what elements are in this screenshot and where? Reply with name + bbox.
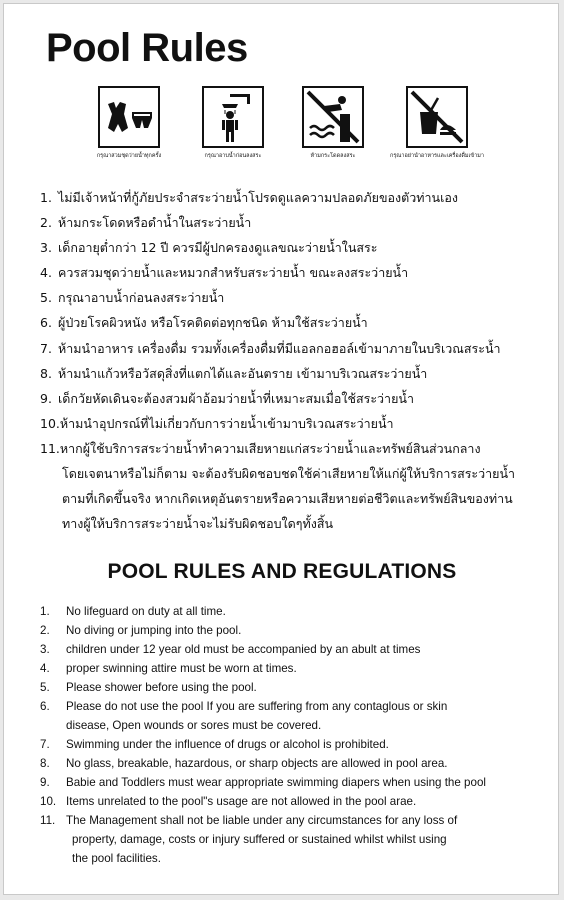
list-item: 10. Items unrelated to the pool"s usage are not allowed in the pool arae. (40, 795, 417, 808)
thai-rules-list (40, 185, 540, 536)
pictogram-swimwear (74, 86, 184, 160)
list-item: 4. proper swinning attire must be worn at times. (40, 662, 297, 675)
list-item: 2. ห้ามกระโดดหรือดำน้ำในสระว่ายน้ำ (40, 215, 252, 231)
list-item-continuation: ตามที่เกิดขึ้นจริง หากเกิดเหตุอันตรายหรือความเสียหายต่อชีวิตและทรัพย์สินของท่าน (62, 491, 513, 507)
list-item: 4. ควรสวมชุดว่ายน้ำและหมวกสำหรับสระว่ายน้ำ ขณะลงสระว่ายน้ำ (40, 265, 409, 281)
list-item-continuation: the pool facilities. (72, 852, 161, 865)
list-item: 1. No lifeguard on duty at all time. (40, 605, 226, 618)
shower-icon (204, 88, 262, 146)
list-item-continuation: ทางผู้ให้บริการสระว่ายน้ำจะไม่รับผิดชอบใดๆทั้งสิ้น (62, 516, 333, 532)
list-item: 5. Please shower before using the pool. (40, 681, 257, 694)
list-item: 9. เด็กวัยหัดเดินจะต้องสวมผ้าอ้อมว่ายน้ำที่เหมาะสมเมื่อใช้สระว่ายน้ำ (40, 390, 414, 406)
pictogram-caption: กรุณาสวมชุดว่ายน้ำทุกครั้ง (96, 153, 162, 159)
list-item: 1. ไม่มีเจ้าหน้าที่กู้ภัยประจำสระว่ายน้ำโปรดดูแลความปลอดภัยของตัวท่านเอง (40, 190, 458, 205)
pictogram-caption: กรุณาอาบน้ำก่อนลงสระ (204, 153, 262, 159)
list-item: 2. No diving or jumping into the pool. (40, 624, 242, 637)
no-diving-icon (304, 88, 362, 146)
swimwear-icon (100, 88, 158, 146)
list-item: 8. No glass, breakable, hazardous, or sharp objects are allowed in pool area. (40, 757, 448, 770)
list-item-continuation: โดยเจตนาหรือไม่ก็ตาม จะต้องรับผิดชอบชดใช้ค่าเสียหายให้แก่ผู้ให้บริการสระว่ายน้ำ (62, 466, 516, 482)
pictogram-caption: ห้ามกระโดดลงสระ (310, 153, 356, 159)
list-item: 5. กรุณาอาบน้ำก่อนลงสระว่ายน้ำ (40, 290, 225, 306)
page-title: Pool Rules (46, 26, 248, 70)
pictogram-row (92, 86, 512, 168)
list-item: 7. Swimming under the influence of drugs or alcohol is prohibited. (40, 738, 389, 751)
list-item-continuation: property, damage, costs or injury suffered or sustained whilst whilst using (72, 833, 447, 846)
list-item: 3. เด็กอายุต่ำกว่า 12 ปี ควรมีผู้ปกครองดูแลขณะว่ายน้ำในสระ (40, 240, 378, 256)
pictogram-no-food-drink (382, 86, 492, 160)
list-item: 9. Babie and Toddlers must wear appropriate swimming diapers when using the pool (40, 776, 486, 789)
pictogram-no-diving (278, 86, 388, 160)
list-item: 10.ห้ามนำอุปกรณ์ที่ไม่เกี่ยวกับการว่ายน้ำเข้ามาบริเวณสระว่ายน้ำ (40, 415, 394, 431)
no-food-drink-icon (408, 88, 466, 146)
pictogram-shower (178, 86, 288, 160)
list-item: 6. Please do not use the pool If you are suffering from any contaglous or skin (40, 700, 448, 713)
list-item: 11.หากผู้ใช้บริการสระว่ายน้ำทำความเสียหายแก่สระว่ายน้ำและทรัพย์สินส่วนกลาง (40, 440, 481, 456)
list-item: 8. ห้ามนำแก้วหรือวัสดุสิ่งที่แตกได้และอันตราย เข้ามาบริเวณสระว่ายน้ำ (40, 365, 428, 381)
section-heading: POOL RULES AND REGULATIONS (107, 560, 457, 583)
english-rules-list (40, 602, 540, 868)
list-item: 3. children under 12 year old must be accompanied by an abult at times (40, 643, 421, 656)
list-item: 7. ห้ามนำอาหาร เครื่องดื่ม รวมทั้งเครื่องดื่มที่มีแอลกอฮอล์เข้ามาภายในบริเวณสระน้ำ (40, 340, 501, 356)
list-item: 11. The Management shall not be liable under any circumstances for any loss of (40, 814, 458, 827)
list-item-continuation: disease, Open wounds or sores must be covered. (66, 719, 322, 732)
pool-rules-sign (3, 3, 559, 895)
pictogram-caption: กรุณาอย่านำอาหารและเครื่องดื่มเข้ามา (389, 153, 484, 159)
list-item: 6. ผู้ป่วยโรคผิวหนัง หรือโรคติดต่อทุกชนิด ห้ามใช้สระว่ายน้ำ (40, 315, 368, 331)
